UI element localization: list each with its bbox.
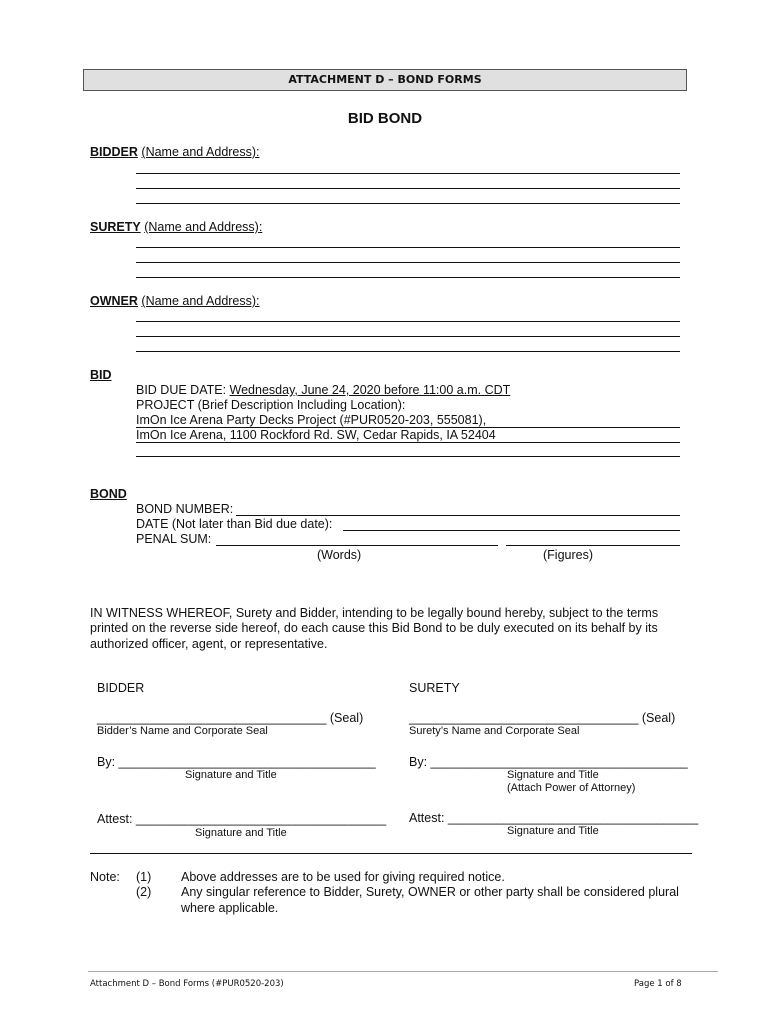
surety-label: SURETY [90, 220, 141, 234]
surety-label-row [90, 220, 262, 234]
bidder-hint: (Name and Address): [141, 145, 260, 159]
project-line-3[interactable] [136, 456, 680, 457]
bond-number-field[interactable] [236, 515, 680, 516]
bond-date-label: DATE (Not later than Bid due date): [136, 517, 333, 531]
figures-caption: (Figures) [543, 548, 594, 562]
attach-poa-caption: (Attach Power of Attorney) [507, 782, 636, 794]
footer-left: Attachment D – Bond Forms (#PUR0520-203) [90, 979, 284, 989]
bond-number-label: BOND NUMBER: [136, 502, 234, 516]
surety-attest-caption: Signature and Title [507, 825, 599, 837]
owner-line-2[interactable] [136, 336, 680, 337]
owner-line-3[interactable] [136, 351, 680, 352]
witness-line-1: IN WITNESS WHEREOF, Surety and Bidder, intending to be legally bound hereby, subject to the terms [90, 606, 659, 620]
bidder-name-caption: Bidder’s Name and Corporate Seal [97, 725, 268, 737]
words-caption: (Words) [317, 548, 362, 562]
bidder-line-1[interactable] [136, 173, 680, 174]
bond-label: BOND [90, 487, 127, 501]
surety-sig-title-caption: Signature and Title [507, 769, 599, 781]
surety-line-2[interactable] [136, 262, 680, 263]
surety-line-3[interactable] [136, 277, 680, 278]
document-title: BID BOND [347, 110, 423, 127]
note-number-2: (2) [136, 885, 152, 899]
surety-hint: (Name and Address): [144, 220, 263, 234]
bond-date-field[interactable] [343, 530, 680, 531]
surety-attest-line[interactable]: Attest: ____________________________________ [409, 811, 699, 825]
witness-line-2: printed on the reverse side hereof, do each cause this Bid Bond to be duly executed on its behalf by its [90, 621, 658, 635]
project-line-2: ImOn Ice Arena, 1100 Rockford Rd. SW, Cedar Rapids, IA 52404 [136, 428, 496, 442]
bidder-by-line[interactable]: By: _____________________________________ [97, 755, 376, 769]
penal-sum-words-field[interactable] [216, 545, 498, 546]
owner-label-row [90, 294, 260, 308]
note-number-1: (1) [136, 870, 152, 884]
note-text-2-line-1: Any singular reference to Bidder, Surety, OWNER or other party shall be considered plural [181, 885, 679, 899]
surety-by-line[interactable]: By: _____________________________________ [409, 755, 688, 769]
note-text-1: Above addresses are to be used for giving required notice. [181, 870, 505, 884]
bid-due-date-row [136, 383, 510, 397]
project-label: PROJECT (Brief Description Including Location): [136, 398, 406, 412]
bidder-seal-line[interactable]: _________________________________ (Seal) [97, 711, 364, 725]
bid-label: BID [90, 368, 112, 382]
surety-line-1[interactable] [136, 247, 680, 248]
penal-sum-label: PENAL SUM: [136, 532, 212, 546]
bidder-label: BIDDER [90, 145, 138, 159]
surety-heading: SURETY [409, 681, 460, 695]
project-line-1: ImOn Ice Arena Party Decks Project (#PUR0520-203, 555081), [136, 413, 487, 427]
owner-line-1[interactable] [136, 321, 680, 322]
surety-name-caption: Surety’s Name and Corporate Seal [409, 725, 580, 737]
footer-page-number: Page 1 of 8 [634, 979, 682, 989]
bidder-heading: BIDDER [97, 681, 145, 695]
footer-rule [88, 971, 718, 972]
penal-sum-figures-field[interactable] [506, 545, 680, 546]
bid-due-date-label: BID DUE DATE: [136, 383, 230, 397]
attachment-header: ATTACHMENT D – BOND FORMS [83, 69, 687, 91]
section-divider [90, 853, 692, 854]
owner-hint: (Name and Address): [141, 294, 260, 308]
note-text-2-line-2: where applicable. [181, 901, 279, 915]
bid-due-date-value: Wednesday, June 24, 2020 before 11:00 a.m. CDT [229, 383, 511, 397]
bidder-line-2[interactable] [136, 188, 680, 189]
bidder-label-row [90, 145, 260, 159]
owner-label: OWNER [90, 294, 138, 308]
project-underline-2 [136, 442, 680, 443]
bidder-attest-line[interactable]: Attest: ____________________________________ [97, 812, 387, 826]
surety-seal-line[interactable]: _________________________________ (Seal) [409, 711, 676, 725]
bidder-sig-title-caption: Signature and Title [185, 769, 277, 781]
bidder-line-3[interactable] [136, 203, 680, 204]
note-label: Note: [90, 870, 120, 884]
witness-line-3: authorized officer, agent, or representative. [90, 637, 328, 651]
bidder-attest-caption: Signature and Title [195, 827, 287, 839]
